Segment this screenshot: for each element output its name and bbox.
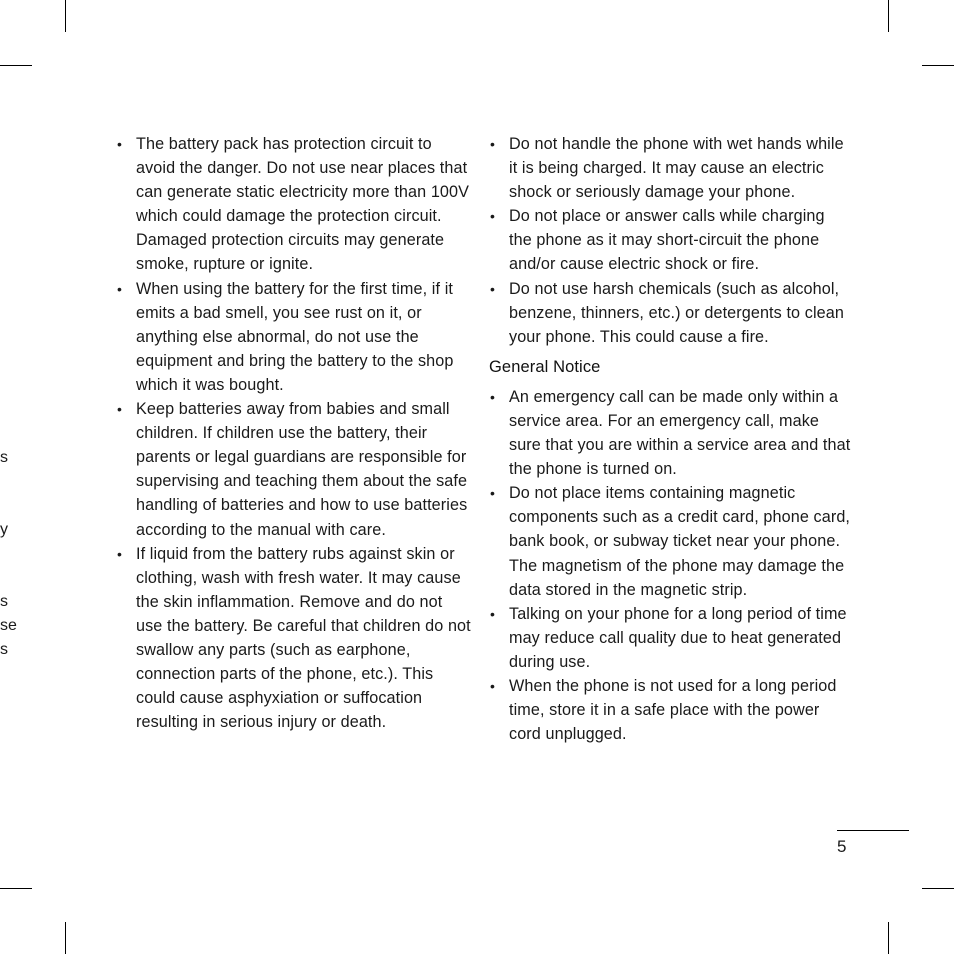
list-item: • If liquid from the battery rubs against skin or clothing, wash with fresh water. It may cause the skin inflammation. Remove and do not use the battery. Be careful that children do not swallow any parts (such as earphone, connection parts of the phone, etc.). This could cause asphyxiation or suffocation resulting in serious injury or death. [116, 542, 472, 735]
crop-mark [888, 922, 889, 954]
list-item: • Do not use harsh chemicals (such as alcohol, benzene, thinners, etc.) or detergents to clean your phone. This could cause a fire. [489, 277, 851, 349]
list-item: • Do not place items containing magnetic components such as a credit card, phone card, bank book, or subway ticket near your phone. The magnetism of the phone may damage the data stored in the magnetic strip. [489, 481, 851, 601]
list-item: • When the phone is not used for a long period time, store it in a safe place with the power cord unplugged. [489, 674, 851, 746]
edge-fragment: y [0, 521, 8, 538]
list-item: • Do not handle the phone with wet hands while it is being charged. It may cause an electric shock or seriously damage your phone. [489, 132, 851, 204]
charging-safety-list [489, 132, 851, 349]
section-heading: General Notice [489, 357, 601, 376]
crop-mark [0, 65, 32, 66]
list-item: • An emergency call can be made only within a service area. For an emergency call, make sure that you are within a service area and that the phone is turned on. [489, 385, 851, 481]
right-column [489, 132, 851, 746]
crop-mark [922, 888, 954, 889]
edge-fragment: s [0, 593, 8, 610]
general-notice-list [489, 385, 851, 746]
crop-mark [65, 0, 66, 32]
crop-mark [0, 888, 32, 889]
crop-mark [65, 922, 66, 954]
list-item: • Keep batteries away from babies and small children. If children use the battery, their parents or legal guardians are responsible for supervising and teaching them about the safe handling of batteries and how to use batteries according to the manual with care. [116, 397, 472, 542]
list-item: • The battery pack has protection circuit to avoid the danger. Do not use near places that can generate static electricity more than 100V which could damage the protection circuit. Damaged protection circuits may generate smoke, rupture or ignite. [116, 132, 472, 277]
list-item: • Do not place or answer calls while charging the phone as it may short-circuit the phone and/or cause electric shock or fire. [489, 204, 851, 276]
list-item: • Talking on your phone for a long period of time may reduce call quality due to heat generated during use. [489, 602, 851, 674]
page-number: 5 [837, 837, 847, 856]
crop-mark [922, 65, 954, 66]
crop-mark [888, 0, 889, 32]
edge-fragment: se [0, 617, 17, 634]
footer-rule [837, 830, 909, 831]
edge-fragment: s [0, 449, 8, 466]
left-column [116, 132, 472, 734]
list-item: • When using the battery for the first time, if it emits a bad smell, you see rust on it, or anything else abnormal, do not use the equipment and bring the battery to the shop which it was bought. [116, 277, 472, 397]
edge-fragment: s [0, 641, 8, 658]
battery-safety-list [116, 132, 472, 734]
